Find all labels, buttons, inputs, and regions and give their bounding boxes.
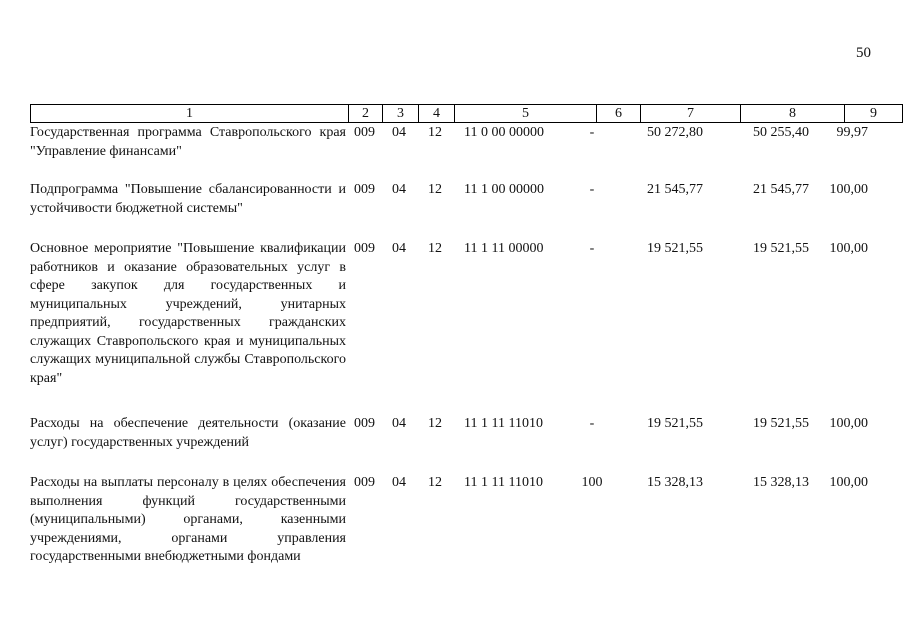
executed-amount: 21 545,77 <box>753 182 809 197</box>
ministry-code: 009 <box>354 475 375 490</box>
row-description: Расходы на выплаты персоналу в целях обеспечения выполнения функций государственными (муниципальными) органами, казенными учреждениями, органами управления государственными внебюджетными фондами <box>30 475 346 564</box>
section-code: 04 <box>392 241 406 256</box>
executed-amount: 50 255,40 <box>753 125 809 140</box>
row-description: Государственная программа Ставропольского края "Управление финансами" <box>30 125 346 159</box>
planned-amount: 21 545,77 <box>647 182 703 197</box>
executed-amount: 19 521,55 <box>753 416 809 431</box>
header-cell: 1 <box>31 105 349 123</box>
budget-table-body <box>30 124 872 589</box>
execution-percent: 100,00 <box>829 241 868 256</box>
executed-amount: 15 328,13 <box>753 475 809 490</box>
header-cell: 9 <box>845 105 903 123</box>
header-cell: 4 <box>419 105 455 123</box>
section-code: 04 <box>392 416 406 431</box>
header-cell: 7 <box>641 105 741 123</box>
subsection-code: 12 <box>428 182 442 197</box>
execution-percent: 100,00 <box>829 475 868 490</box>
ministry-code: 009 <box>354 241 375 256</box>
expense-type-code: - <box>589 182 595 197</box>
target-article-code: 11 1 00 00000 <box>464 182 544 197</box>
table-row <box>30 474 872 589</box>
planned-amount: 19 521,55 <box>647 241 703 256</box>
subsection-code: 12 <box>428 125 442 140</box>
target-article-code: 11 0 00 00000 <box>464 125 544 140</box>
header-cell: 8 <box>741 105 845 123</box>
execution-percent: 100,00 <box>829 416 868 431</box>
executed-amount: 19 521,55 <box>753 241 809 256</box>
row-description: Расходы на обеспечение деятельности (оказание услуг) государственных учреждений <box>30 416 346 450</box>
subsection-code: 12 <box>428 475 442 490</box>
table-row <box>30 181 872 240</box>
target-article-code: 11 1 11 11010 <box>464 416 543 431</box>
header-cell: 3 <box>383 105 419 123</box>
expense-type-code: 100 <box>581 475 603 490</box>
planned-amount: 15 328,13 <box>647 475 703 490</box>
header-cell: 6 <box>597 105 641 123</box>
execution-percent: 100,00 <box>829 182 868 197</box>
page-number: 50 <box>856 45 871 61</box>
table-row <box>30 415 872 474</box>
header-cell: 5 <box>455 105 597 123</box>
ministry-code: 009 <box>354 416 375 431</box>
section-code: 04 <box>392 182 406 197</box>
execution-percent: 99,97 <box>836 125 868 140</box>
planned-amount: 19 521,55 <box>647 416 703 431</box>
subsection-code: 12 <box>428 241 442 256</box>
table-row <box>30 124 872 181</box>
section-code: 04 <box>392 475 406 490</box>
ministry-code: 009 <box>354 182 375 197</box>
column-number-header <box>30 104 903 123</box>
target-article-code: 11 1 11 00000 <box>464 241 544 256</box>
table-row <box>30 240 872 415</box>
expense-type-code: - <box>589 125 595 140</box>
planned-amount: 50 272,80 <box>647 125 703 140</box>
target-article-code: 11 1 11 11010 <box>464 475 543 490</box>
header-row <box>31 105 903 123</box>
ministry-code: 009 <box>354 125 375 140</box>
row-description: Подпрограмма "Повышение сбалансированности и устойчивости бюджетной системы" <box>30 182 346 216</box>
section-code: 04 <box>392 125 406 140</box>
header-cell: 2 <box>349 105 383 123</box>
subsection-code: 12 <box>428 416 442 431</box>
row-description: Основное мероприятие "Повышение квалификации работников и оказание образовательных услуг в сфере закупок для государственных и муниципальных учреждений, унитарных предприятий, государственных гражданских служащих Ставропольского края и муниципальных служащих муниципальной службы Ставропольского края" <box>30 241 346 386</box>
expense-type-code: - <box>589 241 595 256</box>
expense-type-code: - <box>589 416 595 431</box>
